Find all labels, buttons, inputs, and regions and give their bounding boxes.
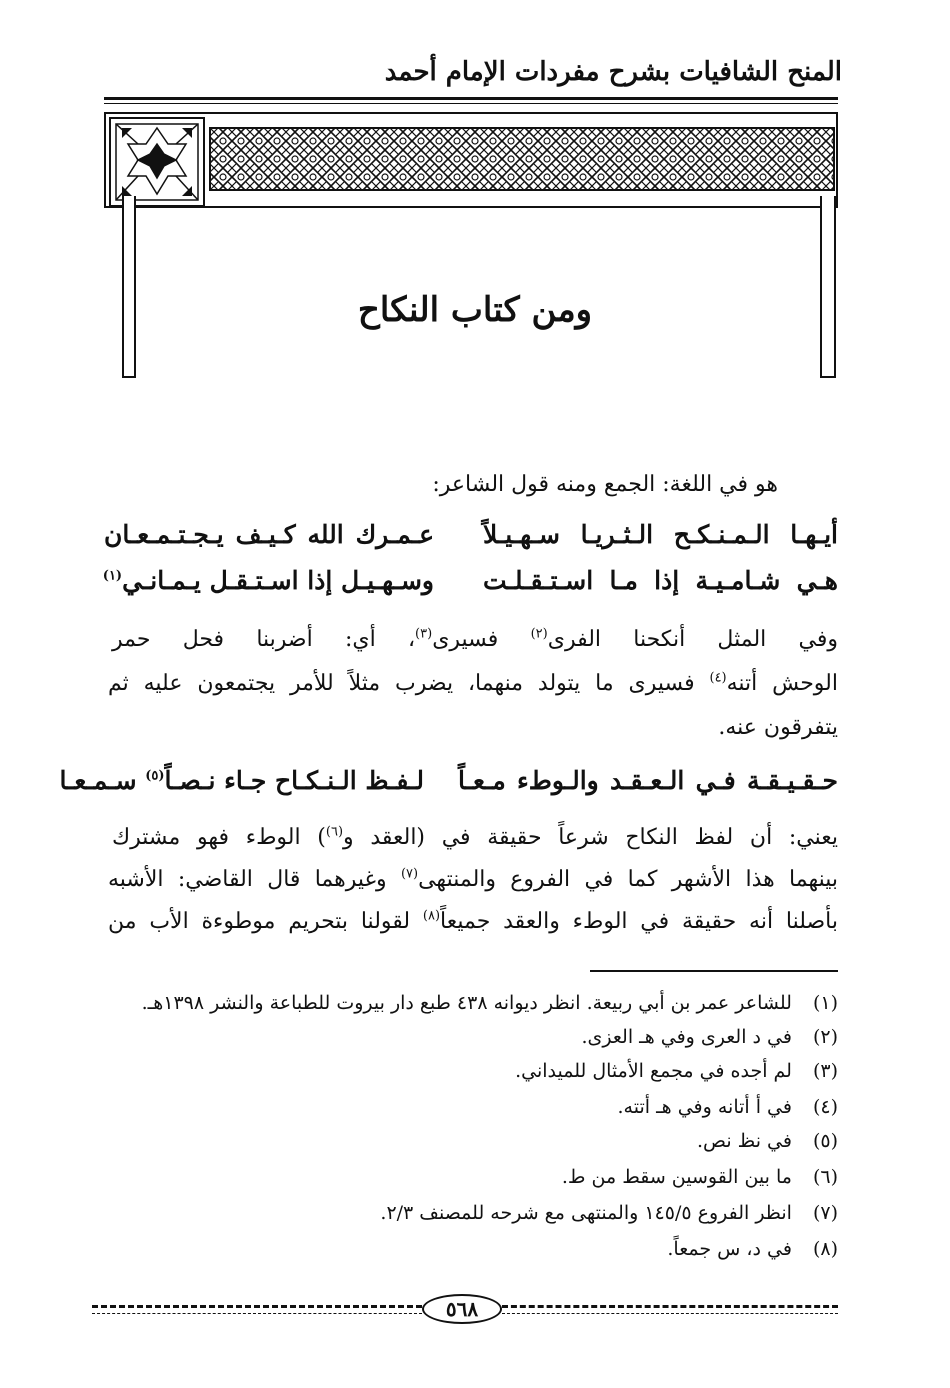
footnote-number: (١)	[812, 992, 838, 1014]
footnote	[98, 1162, 838, 1192]
verse-hemistich: هـي شـامـيـة إذا مـا اسـتـقـلـت	[483, 566, 838, 595]
body-text: فسيرى	[432, 627, 531, 652]
body-text: بأصلنا أنه حقيقة في الوطء والعقد جميعاً	[440, 909, 839, 934]
intro-line: هو في اللغة: الجمع ومنه قول الشاعر:	[432, 472, 778, 497]
footnote-ref: (٤)	[709, 670, 727, 686]
footnote-text: للشاعر عمر بن أبي ربيعة. انظر ديوانه ٤٣٨ طبع دار بيروت للطباعة والنشر ١٣٩٨هـ.	[141, 992, 792, 1014]
verse-hemistich	[458, 758, 838, 804]
ornamental-frame	[104, 112, 838, 208]
footnote-ref: (١)	[102, 568, 123, 584]
footnote	[98, 1126, 838, 1156]
body-line	[112, 620, 838, 660]
footnote-number: (٥)	[812, 1130, 838, 1152]
body-line	[108, 860, 838, 900]
footnote	[98, 1022, 838, 1052]
footnote-number: (٧)	[812, 1202, 838, 1224]
verse-hemistich	[59, 758, 424, 804]
footnote	[98, 988, 838, 1018]
footnote-text: في نظ نص.	[697, 1130, 792, 1152]
body-text: بينهما هذا الأشهر كما في الفروع والمنتهى	[418, 867, 838, 892]
verse-text: لـفـظ الـنـكـاح جـاء نـصـاً	[164, 766, 424, 795]
body-text: وفي المثل أنكحنا الفرى	[547, 627, 838, 652]
decorative-dash-line	[502, 1313, 838, 1314]
body-text: ) الوطء فهو مشترك	[112, 825, 326, 850]
body-text: فسيرى ما يتولد منهما، يضرب مثلاً للأمر يجتمعون عليه ثم	[108, 671, 710, 696]
body-line: يتفرقون عنه.	[718, 715, 838, 740]
verse-text: وسـهـيـل إذا اسـتـقـل يـمـانـي	[122, 566, 434, 595]
footnote-number: (٤)	[812, 1096, 838, 1118]
frame-post-right	[820, 196, 836, 378]
footnote-ref: (٥)	[145, 768, 165, 784]
verse-hemistich	[104, 558, 434, 604]
body-text: يعني: أن لفظ النكاح شرعاً حقيقة في (العقد و	[343, 825, 839, 850]
footnote-text: في أ أتانه وفي هـ أتته.	[617, 1096, 792, 1118]
frame-post-left	[122, 196, 136, 378]
body-text: الوحش أتنه	[726, 671, 838, 696]
verse-text: سـمـعـا	[59, 766, 146, 795]
decorative-dash-line	[92, 1305, 422, 1308]
footnote-number: (٢)	[812, 1026, 838, 1048]
footnote-text: في د العرى وفي هـ العزى.	[581, 1026, 792, 1048]
footnote-separator	[590, 970, 838, 972]
verse-hemistich: أيـهـا الـمـنـكـح الـثـريـا سـهـيـلاً	[483, 520, 838, 549]
verse-line	[104, 512, 838, 558]
verse-text: حـقـيـقـة فـي الـعـقـد والـوطء مـعـاً	[458, 766, 838, 795]
footnote-text: في د، س جمعاً.	[667, 1238, 792, 1260]
body-line	[108, 902, 838, 942]
geometric-ornament-icon	[106, 114, 840, 210]
footnote-text: لم أجده في مجمع الأمثال للميداني.	[515, 1060, 792, 1082]
body-line	[108, 664, 838, 704]
decorative-dash-line	[502, 1305, 838, 1308]
header-rule-thin	[104, 103, 838, 104]
page-number-bar	[92, 1294, 838, 1324]
footnote	[98, 1056, 838, 1086]
footnote-number: (٣)	[812, 1060, 838, 1082]
verse-line	[59, 758, 838, 804]
chapter-title: ومن كتاب النكاح	[357, 290, 593, 330]
body-text: لقولنا بتحريم موطوءة الأب من	[108, 909, 423, 934]
decorative-dash-line	[92, 1313, 422, 1314]
running-header: المنح الشافيات بشرح مفردات الإمام أحمد	[384, 57, 842, 87]
footnote-text: انظر الفروع ١٤٥/٥ والمنتهى مع شرحه للمصنف ٢/٣.	[380, 1202, 792, 1224]
page-number: ٥٦٨	[422, 1294, 502, 1324]
footnote-number: (٦)	[812, 1166, 838, 1188]
footnote-text: ما بين القوسين سقط من ط.	[561, 1166, 792, 1188]
header-rule	[104, 97, 838, 100]
footnote-ref: (٦)	[325, 824, 344, 840]
body-line	[112, 818, 838, 858]
footnote	[98, 1198, 838, 1228]
verse-line	[104, 558, 838, 604]
body-text: ، أي: أضربنا فحل حمر	[112, 627, 416, 652]
footnote	[98, 1234, 838, 1264]
verse-hemistich: عـمـرك الله كـيـف يـجـتـمـعـان	[104, 520, 434, 549]
footnote-ref: (٨)	[422, 908, 441, 924]
footnote-number: (٨)	[812, 1238, 838, 1260]
footnote-ref: (٢)	[530, 626, 548, 642]
footnote-ref: (٧)	[400, 866, 419, 882]
footnote-ref: (٣)	[415, 626, 433, 642]
body-text: وغيرهما قال القاضي: الأشبه	[108, 867, 401, 892]
footnote	[98, 1092, 838, 1122]
